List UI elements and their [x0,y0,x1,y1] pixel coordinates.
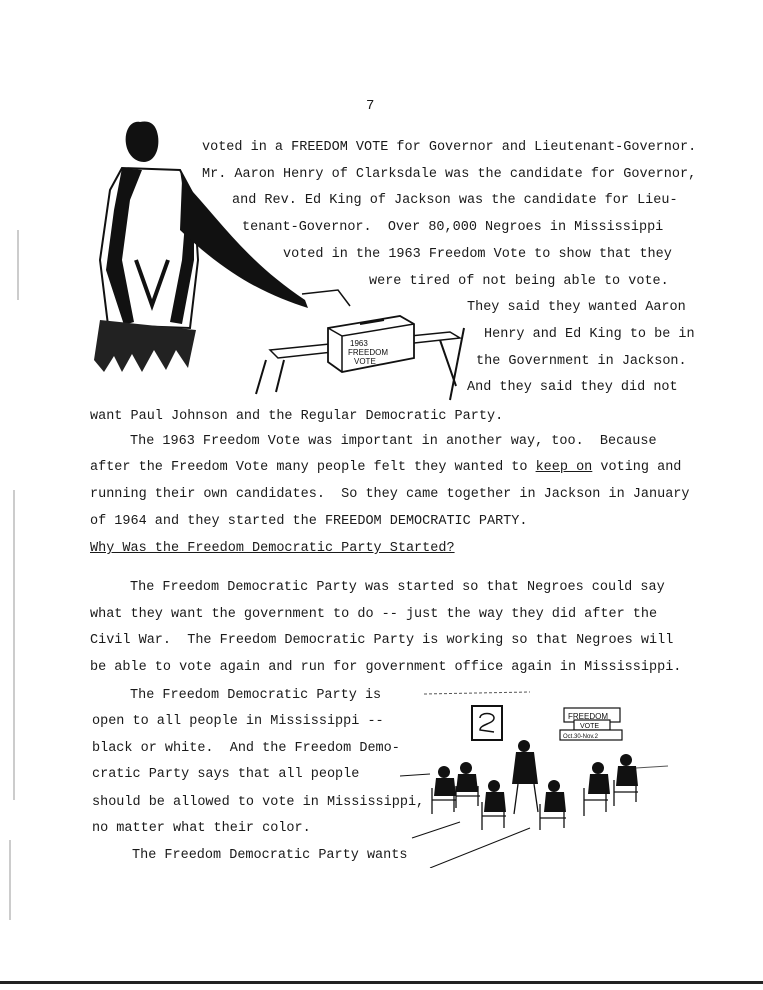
text-line: running their own candidates. So they came together in Jackson in January [90,487,690,502]
text-line: want Paul Johnson and the Regular Democratic Party. [90,409,504,424]
text-line: no matter what their color. [92,821,311,836]
text-line: Henry and Ed King to be in [484,327,695,342]
text-line: Mr. Aaron Henry of Clarksdale was the candidate for Governor, [202,167,697,182]
text-line: the Government in Jackson. [476,354,687,369]
text-line: Civil War. The Freedom Democratic Party is working so that Negroes will [90,633,674,648]
page-number: 7 [366,98,375,114]
ballot-box-label-1: 1963 [350,339,368,348]
meeting-illustration [400,688,670,868]
text-line: voted in a FREEDOM VOTE for Governor and Lieutenant-Governor. [202,140,697,155]
text-line: cratic Party says that all people [92,767,360,782]
text-line: And they said they did not [467,380,678,395]
margin-marks [0,0,30,990]
text-segment: voting and [592,460,682,475]
page-bottom-edge [0,981,763,984]
text-line: black or white. And the Freedom Demo- [92,741,400,756]
text-line [90,460,681,476]
sign-label-2: VOTE [580,723,600,730]
text-line: of 1964 and they started the FREEDOM DEMOCRATIC PARTY. [90,514,528,529]
text-line: The Freedom Democratic Party wants [132,848,408,863]
text-line: be able to vote again and run for government office again in Mississippi. [90,660,682,675]
sign-label-1: FREEDOM [568,712,608,721]
text-line: were tired of not being able to vote. [369,274,669,289]
text-segment: after the Freedom Vote many people felt they wanted to [90,460,536,475]
section-heading: Why Was the Freedom Democratic Party Started? [90,541,455,556]
text-line: The Freedom Democratic Party is [130,688,382,703]
underlined-text: keep on [535,460,593,475]
text-line: and Rev. Ed King of Jackson was the candidate for Lieu- [232,193,678,208]
text-line: The 1963 Freedom Vote was important in another way, too. Because [130,434,657,449]
text-line: voted in the 1963 Freedom Vote to show that they [283,247,672,262]
ballot-box-label-2: FREEDOM [348,348,388,357]
text-line: They said they wanted Aaron [467,300,686,315]
text-line: The Freedom Democratic Party was started so that Negroes could say [130,580,665,595]
text-line: open to all people in Mississippi -- [92,714,384,729]
sign-label-3: Oct.30-Nov.2 [563,734,598,740]
ballot-box-label-3: VOTE [354,357,376,366]
text-line: should be allowed to vote in Mississippi, [92,795,425,810]
text-line: tenant-Governor. Over 80,000 Negroes in Mississippi [242,220,664,235]
text-line: what they want the government to do -- just the way they did after the [90,607,658,622]
